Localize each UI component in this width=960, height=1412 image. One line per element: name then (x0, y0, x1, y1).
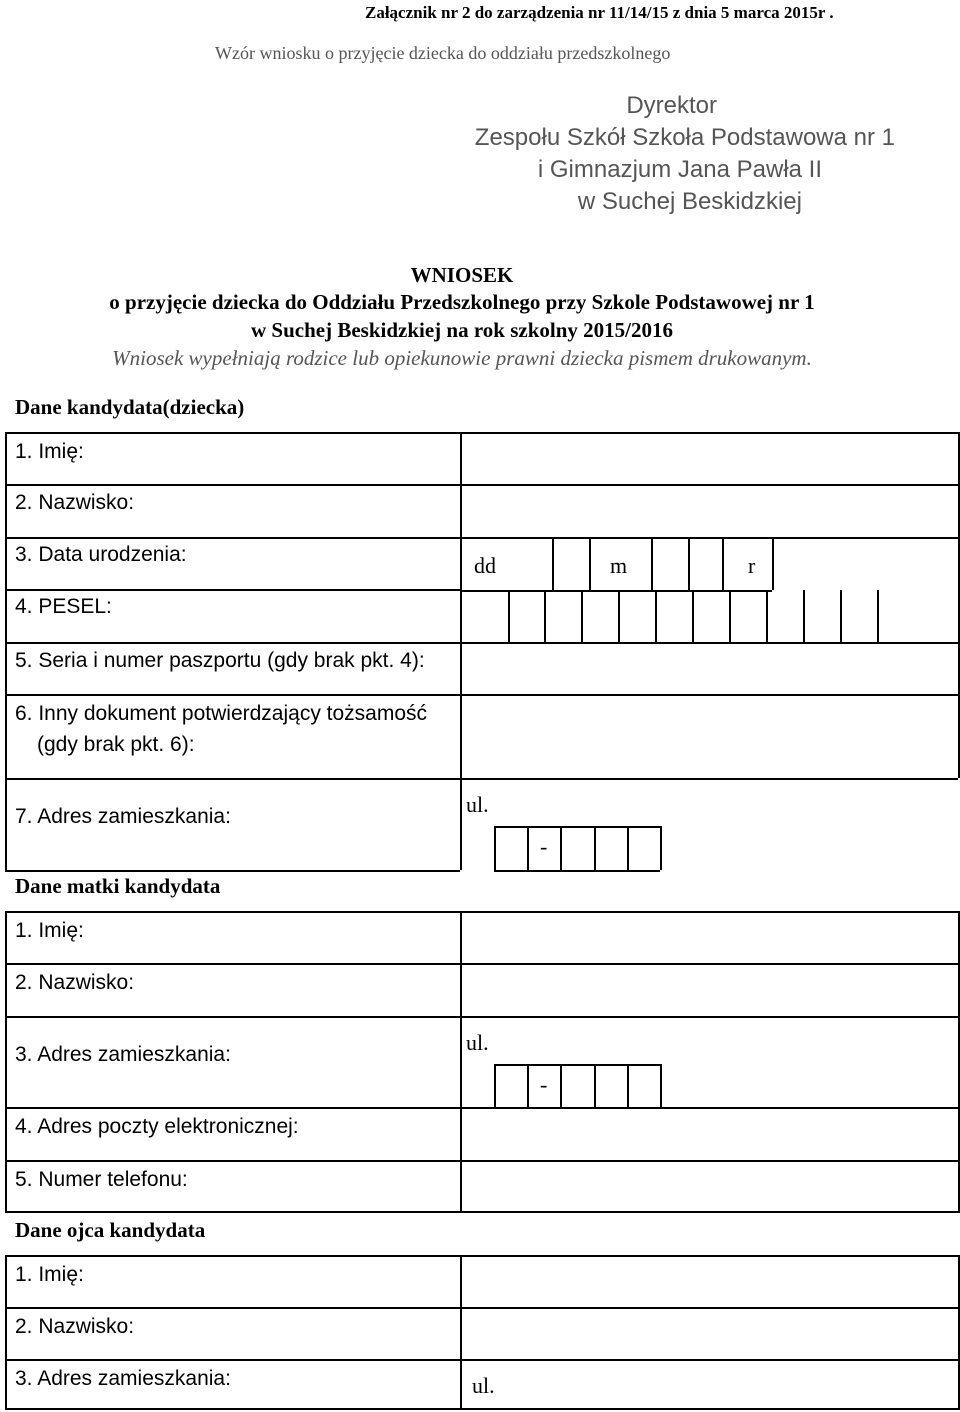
table-vertical-rule (772, 537, 774, 590)
table-vertical-rule (581, 590, 583, 642)
mother-last-name-field[interactable] (462, 965, 958, 1016)
table-horizontal-rule (460, 590, 772, 592)
father-first-name-label: 1. Imię: (15, 1263, 84, 1286)
table-vertical-rule (594, 826, 596, 870)
form-instruction: Wniosek wypełniają rodzice lub opiekunowie prawni dziecka pismem drukowanym. (112, 346, 812, 370)
table-vertical-rule (5, 1255, 7, 1410)
table-vertical-rule (5, 432, 7, 870)
father-address-label: 3. Adres zamieszkania: (15, 1367, 231, 1390)
section-child-heading: Dane kandydata(dziecka) (15, 395, 245, 419)
table-vertical-rule (660, 1064, 662, 1107)
child-birth-date-label: 3. Data urodzenia: (15, 543, 187, 566)
child-other-doc-field[interactable] (462, 696, 958, 778)
mother-postcode-dash: - (540, 1072, 548, 1097)
father-street-field[interactable] (506, 1361, 958, 1408)
template-title: Wzór wniosku o przyjęcie dziecka do oddziału przedszkolnego (215, 43, 671, 63)
table-horizontal-rule (5, 1211, 958, 1213)
child-address-label: 7. Adres zamieszkania: (15, 805, 231, 828)
child-first-name-label: 1. Imię: (15, 440, 84, 463)
father-first-name-field[interactable] (462, 1257, 958, 1307)
table-vertical-rule (494, 826, 496, 870)
attachment-note: Załącznik nr 2 do zarządzenia nr 11/14/15 z dnia 5 marca 2015r . (365, 3, 834, 22)
table-vertical-rule (589, 537, 591, 590)
mother-last-name-label: 2. Nazwisko: (15, 971, 135, 994)
table-vertical-rule (508, 590, 510, 642)
mother-phone-field[interactable] (462, 1162, 958, 1211)
table-vertical-rule (655, 590, 657, 642)
table-vertical-rule (877, 590, 879, 642)
table-horizontal-rule (5, 1408, 958, 1410)
father-last-name-label: 2. Nazwisko: (15, 1315, 135, 1338)
table-vertical-rule (618, 590, 620, 642)
table-vertical-rule (627, 1064, 629, 1107)
mother-street-label: ul. (466, 1030, 489, 1055)
child-other-doc-label-1: 6. Inny dokument potwierdzający tożsamość (15, 702, 428, 725)
child-pesel-label: 4. PESEL: (15, 595, 112, 618)
table-vertical-rule (660, 826, 662, 870)
table-horizontal-rule (494, 1064, 660, 1066)
section-mother-heading: Dane matki kandydata (15, 874, 221, 898)
form-subject-line2: w Suchej Beskidzkiej na rok szkolny 2015/2016 (251, 318, 673, 342)
father-street-label: ul. (472, 1373, 495, 1398)
table-horizontal-rule (494, 826, 660, 828)
child-passport-label: 5. Seria i numer paszportu (gdy brak pkt. 4): (15, 649, 425, 672)
child-postcode-dash: - (540, 834, 548, 859)
section-father-heading: Dane ojca kandydata (15, 1218, 206, 1242)
child-other-doc-label-2: (gdy brak pkt. 6): (37, 733, 195, 756)
table-vertical-rule (527, 826, 529, 870)
table-vertical-rule (552, 537, 554, 590)
table-vertical-rule (594, 1064, 596, 1107)
mother-first-name-field[interactable] (462, 913, 958, 963)
table-vertical-rule (5, 911, 7, 1213)
table-horizontal-rule (5, 870, 460, 872)
mother-email-field[interactable] (462, 1109, 958, 1160)
child-last-name-label: 2. Nazwisko: (15, 491, 135, 514)
table-horizontal-rule (494, 870, 660, 872)
table-vertical-rule (840, 590, 842, 642)
child-passport-field[interactable] (462, 644, 958, 694)
table-vertical-rule (729, 590, 731, 642)
form-subject-line1: o przyjęcie dziecka do Oddziału Przedszkolnego przy Szkole Podstawowej nr 1 (109, 290, 815, 314)
mother-street-field[interactable] (506, 1018, 958, 1062)
table-vertical-rule (766, 590, 768, 642)
birth-day-placeholder: dd (474, 553, 496, 578)
table-vertical-rule (722, 537, 724, 590)
child-last-name-field[interactable] (462, 486, 958, 537)
table-vertical-rule (527, 1064, 529, 1107)
addressee-line2: Zespołu Szkół Szkoła Podstawowa nr 1 (474, 124, 895, 151)
table-vertical-rule (627, 826, 629, 870)
mother-email-label: 4. Adres poczty elektronicznej: (15, 1115, 299, 1138)
form-heading: WNIOSEK (410, 263, 514, 287)
table-vertical-rule (544, 590, 546, 642)
table-horizontal-rule (5, 537, 958, 539)
table-vertical-rule (651, 537, 653, 590)
table-vertical-rule (692, 590, 694, 642)
table-vertical-rule (560, 826, 562, 870)
birth-year-placeholder: r (748, 553, 756, 578)
mother-address-label: 3. Adres zamieszkania: (15, 1043, 231, 1066)
table-vertical-rule (560, 1064, 562, 1107)
table-vertical-rule (688, 537, 690, 590)
table-vertical-rule (803, 590, 805, 642)
table-horizontal-rule (5, 589, 460, 591)
mother-phone-label: 5. Numer telefonu: (15, 1168, 188, 1191)
child-street-label: ul. (466, 792, 489, 817)
addressee-line1: Dyrektor (626, 92, 717, 119)
child-street-field[interactable] (506, 780, 958, 824)
addressee-line4: w Suchej Beskidzkiej (577, 188, 802, 215)
father-last-name-field[interactable] (462, 1309, 958, 1359)
child-first-name-field[interactable] (462, 434, 958, 484)
birth-month-placeholder: m (610, 553, 628, 578)
mother-first-name-label: 1. Imię: (15, 919, 84, 942)
table-vertical-rule (494, 1064, 496, 1107)
addressee-line3: i Gimnazjum Jana Pawła II (537, 156, 822, 183)
